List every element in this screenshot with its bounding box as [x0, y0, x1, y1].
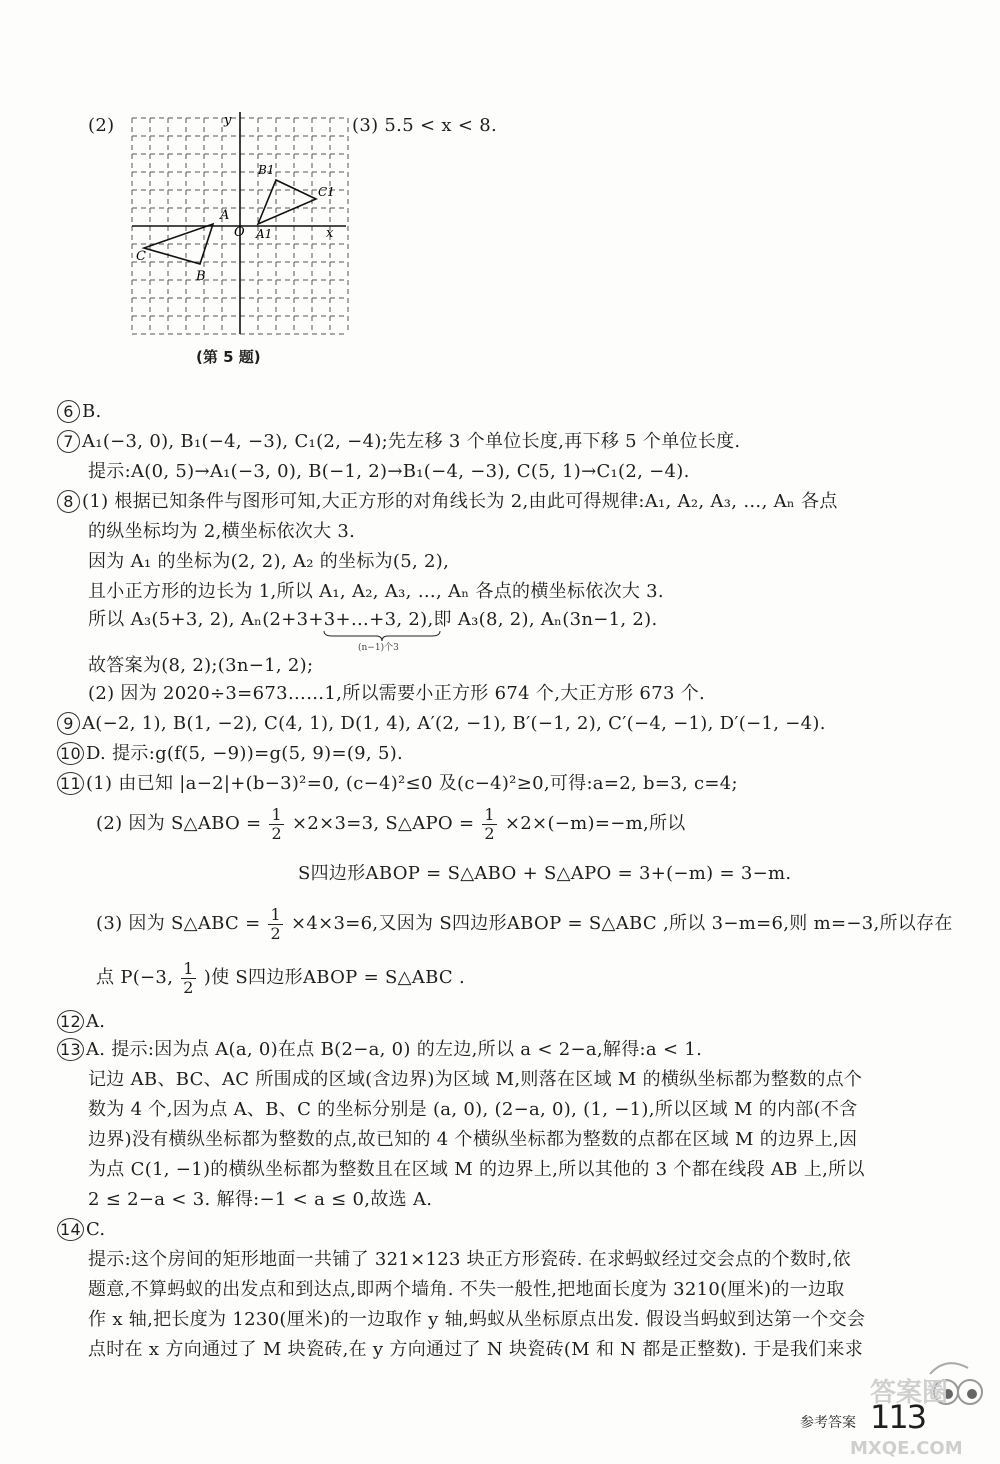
- q12: 12 A.: [57, 1008, 105, 1036]
- q11-line1: 11 (1) 由已知 |a−2|+(b−3)²=0, (c−4)²≤0 及(c−4)²≥0,可得:a=2, b=3, c=4;: [57, 770, 738, 798]
- triangle-a1b1c1: [258, 180, 316, 224]
- q13-line1: 13 A. 提示:因为点 A(a, 0)在点 B(2−a, 0) 的左边,所以 a < 2−a,解得:a < 1.: [57, 1036, 702, 1064]
- watermark-logo: 答案圈: [870, 1378, 949, 1408]
- q14-line2: 题意,不算蚂蚁的出发点和到达点,即两个墙角. 不失一般性,把地面长度为 3210(厘米)的一边取: [88, 1279, 845, 1300]
- q11-number: 11: [57, 772, 84, 795]
- q13-line2: 记边 AB、BC、AC 所围成的区域(含边界)为区域 M,则落在区域 M 的横纵坐标都为整数的点个: [88, 1069, 863, 1090]
- q12-number: 12: [57, 1010, 84, 1033]
- q8-line3: 因为 A₁ 的坐标为(2, 2), A₂ 的坐标为(5, 2),: [88, 551, 450, 572]
- point-b1-label: B1: [258, 163, 275, 177]
- fraction-one-half: $\frac{1}{2}$: [484, 804, 495, 843]
- q13-line5: 为点 C(1, −1)的横纵坐标都为整数且在区域 M 的边界上,所以其他的 3 个都在线段 AB 上,所以: [88, 1159, 865, 1180]
- q10-number: 10: [57, 742, 84, 765]
- q5-part3-answer: (3) 5.5 < x < 8.: [352, 115, 498, 136]
- q7-hint: 提示:A(0, 5)→A₁(−3, 0), B(−1, 2)→B₁(−4, −3), C(5, 1)→C₁(2, −4).: [88, 461, 690, 482]
- q14: 14 C.: [57, 1216, 105, 1244]
- q13-number: 13: [57, 1038, 84, 1061]
- page-number: 113: [870, 1398, 926, 1436]
- footer-label: 参考答案: [800, 1415, 856, 1431]
- fraction-one-half: $\frac{1}{2}$: [183, 958, 194, 997]
- q8-line1: 8 (1) 根据已知条件与图形可知,大正方形的对角线长为 2,由此可得规律:A₁, A₂, A₃, …, Aₙ 各点: [57, 488, 838, 516]
- q14-line1: 提示:这个房间的矩形地面一共铺了 321×123 块正方形瓷砖. 在求蚂蚁经过交会点的个数时,依: [88, 1249, 851, 1270]
- origin-label: O: [234, 225, 245, 240]
- q13-line3: 数为 4 个,因为点 A、B、C 的坐标分别是 (a, 0), (2−a, 0), (1, −1),所以区域 M 的内部(不含: [88, 1099, 858, 1120]
- point-a1-label: A1: [256, 227, 273, 241]
- q14-line4: 点时在 x 方向通过了 M 块瓷砖,在 y 方向通过了 N 块瓷砖(M 和 N 都是正整数). 于是我们来求: [88, 1339, 864, 1360]
- q9-number: 9: [57, 712, 80, 735]
- q11-line3: S四边形ABOP = S△ABO + S△APO = 3+(−m) = 3−m.: [298, 863, 792, 884]
- q13-line6: 2 ≤ 2−a < 3. 解得:−1 < a ≤ 0,故选 A.: [88, 1189, 433, 1210]
- q7-line1: 7 A₁(−3, 0), B₁(−4, −3), C₁(2, −4);先左移 3 个单位长度,再下移 5 个单位长度.: [57, 428, 740, 456]
- q14-line3: 作 x 轴,把长度为 1230(厘米)的一边取作 y 轴,蚂蚁从坐标原点出发. 假设当蚂蚁到达第一个交会: [88, 1309, 866, 1330]
- q8-line7: (2) 因为 2020÷3=673……1,所以需要小正方形 674 个,大正方形 673 个.: [88, 683, 706, 704]
- q6-number: 6: [57, 400, 80, 423]
- q11-line2: (2) 因为 S△ABO = $\frac{1}{2}$ ×2×3=3, S△APO = $\frac{1}{2}$ ×2×(−m)=−m,所以: [96, 804, 686, 843]
- watermark-site: MXQE.COM: [850, 1438, 963, 1459]
- coordinate-grid-figure: [120, 108, 350, 343]
- q11-line4: (3) 因为 S△ABC = $\frac{1}{2}$ ×4×3=6,又因为 S四边形ABOP = S△ABC ,所以 3−m=6,则 m=−3,所以存在: [96, 904, 953, 943]
- underbrace-note: (n−1)个3: [358, 643, 399, 653]
- q8-line5: 所以 A₃(5+3, 2), Aₙ(2+3+3+…+3, 2),即 A₃(8, 2), Aₙ(3n−1, 2).: [88, 609, 658, 630]
- q13-line4: 边界)没有横纵坐标都为整数的点,故已知的 4 个横纵坐标都为整数的点都在区域 M 的边界上,因: [88, 1129, 858, 1150]
- q6: [57, 398, 102, 426]
- x-axis-label: x: [326, 226, 334, 241]
- q10: 10 D. 提示:g(f(5, −9))=g(5, 9)=(9, 5).: [57, 740, 403, 768]
- point-a-label: A: [220, 208, 230, 223]
- y-axis-label: y: [224, 113, 232, 128]
- fraction-one-half: $\frac{1}{2}$: [270, 904, 281, 943]
- q9: 9 A(−2, 1), B(1, −2), C(4, 1), D(1, 4), A′(2, −1), B′(−1, 2), C′(−4, −1), D′(−1, −4).: [57, 710, 826, 738]
- point-b-label: B: [196, 269, 206, 284]
- q8-line4: 且小正方形的边长为 1,所以 A₁, A₂, A₃, …, Aₙ 各点的横坐标依次大 3.: [88, 581, 664, 602]
- q7-number: 7: [57, 430, 80, 453]
- q8-line2: 的纵坐标均为 2,横坐标依次大 3.: [88, 521, 356, 542]
- q8-number: 8: [57, 490, 80, 513]
- point-c1-label: C1: [318, 185, 335, 199]
- figure-caption: (第 5 题): [196, 348, 261, 366]
- q6-answer: B.: [82, 401, 102, 422]
- q8-line6: 故答案为(8, 2);(3n−1, 2);: [88, 655, 314, 676]
- point-c-label: C: [136, 249, 146, 264]
- q11-line5: 点 P(−3, $\frac{1}{2}$ )使 S四边形ABOP = S△ABC .: [96, 958, 466, 997]
- fraction-one-half: $\frac{1}{2}$: [271, 804, 282, 843]
- q5-part2-label: (2): [88, 115, 115, 136]
- q14-number: 14: [57, 1218, 84, 1241]
